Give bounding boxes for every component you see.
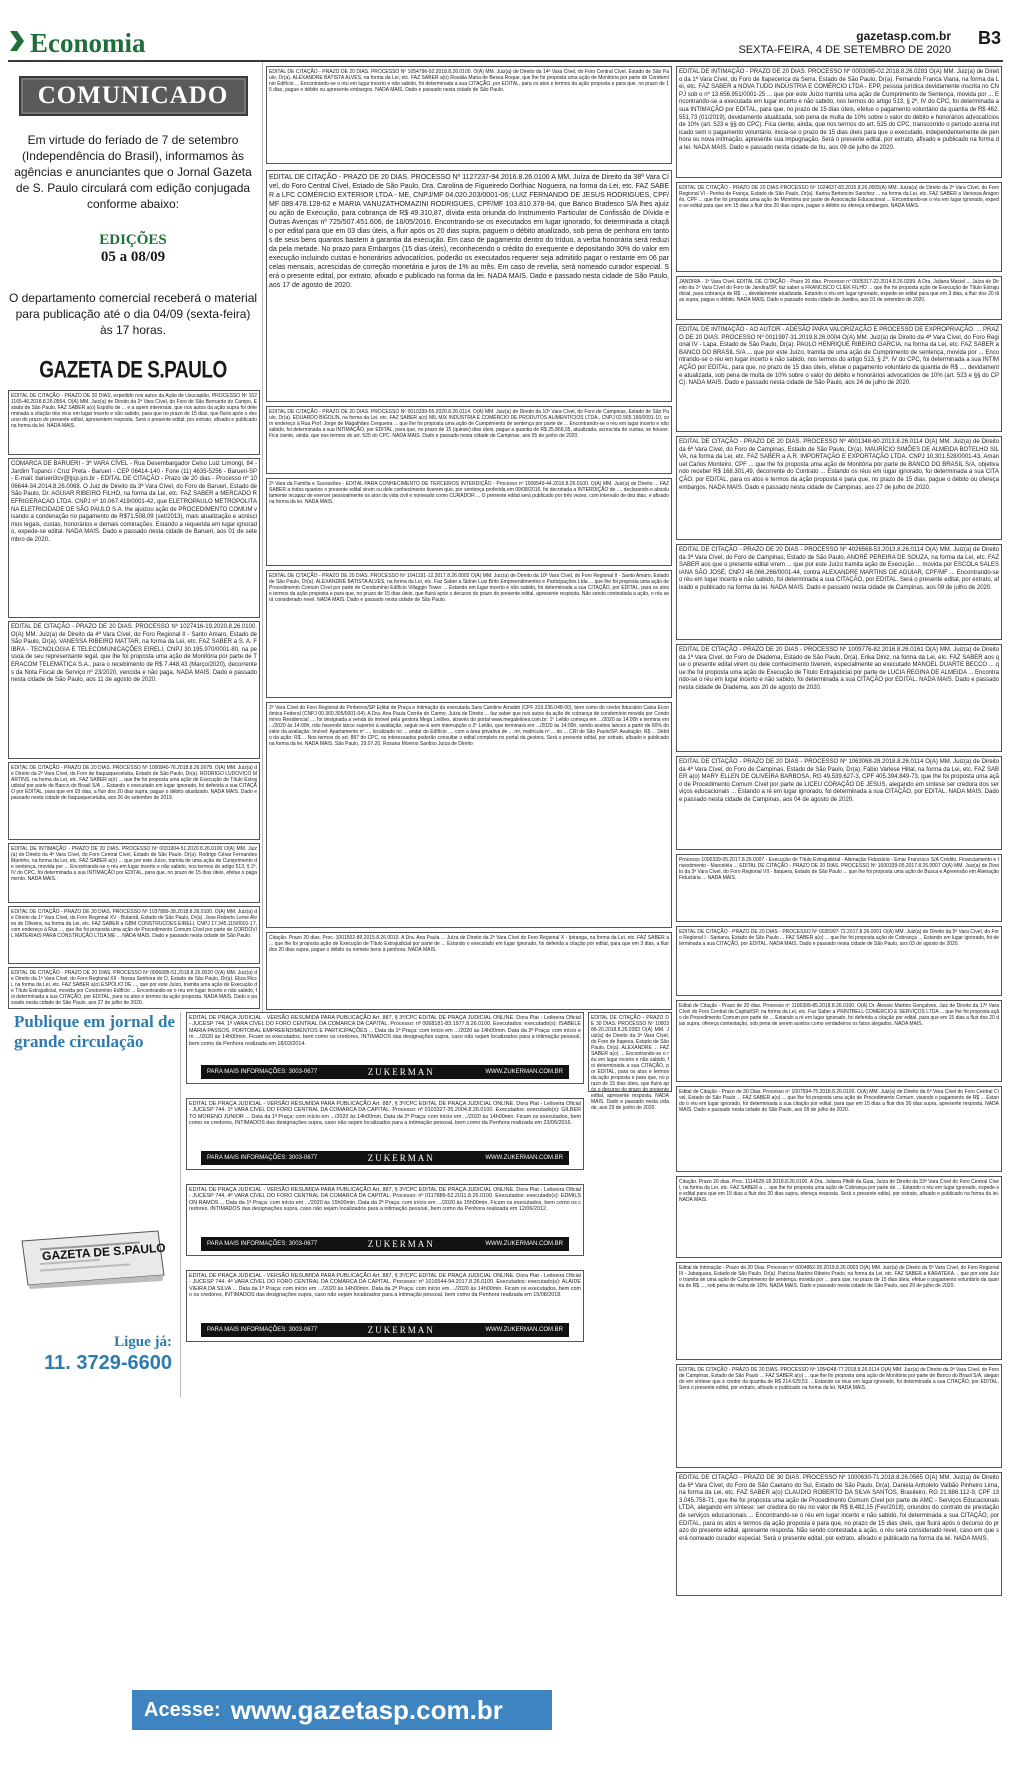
- notice-text: EDITAL DE CITAÇÃO - PRAZO DE 20 DIAS. PROCESSO Nº 4001348-60.2013.8.26.0114 O(A) MM. Juiz(a) de Direito da 6ª Vara Cível, do Foro de Campinas, Estado de São Paulo, Dr(a). MAURÍCIO SIMÕES DE ALMEIDA BOTELHO SILVA, na forma da Lei, etc. FAZ SABER a A.R. IMPORTAÇÃO E EXPORTAÇÃO LTDA. CNPJ 10.301.528/0001-43, Amanuel Carlos Monteiro, CPF ... que lhe foi proposta uma ação de Monitória por parte de BANCO DO BRASIL S/A, objetivando receber R$ 168.301,49, decorrente do Contrato ... Estando os réus em lugar ignorado, foi determinada a sua CITAÇÃO, por EDITAL, para os atos e termos da ação proposta e para que, no prazo de 15 dias, pague o débito ou ofereça embargos. NADA MAIS. Dado e passado nesta cidade de Campinas, aos 27 de julho de 2020.: [679, 439, 999, 491]
- notice-text: EDITAL DE CITAÇÃO - PRAZO DE 20 DIAS - PROCESSO Nº 4026568-53.2013.8.26.0114 O(A) MM. Juiz(a) de Direito da 3ª Vara Cível, do Foro de Campinas, Estado de São Paulo, ANDRÉ PEREIRA DE SOUZA, na forma da Lei, etc. FAZ SABER aos que o presente edital virem ... que por este Juízo tramita ação de Execução ... movida por ESCOLA SALESIANA SÃO JOSÉ, CNPJ 46.066.266/0001-44, contra ALEXANDRE MARTINS DE AGUIAR, CPF/MF ... Encontrando-se o réu em lugar incerto e não sabido, foi determinada a sua CITAÇÃO, por EDITAL. Será o presente edital, por extrato, afixado e publicado na forma da lei. NADA MAIS. Dado e passado nesta cidade de Campinas, aos 09 de julho de 2020.: [679, 547, 999, 591]
- column-divider: [180, 1012, 181, 1397]
- issue-date: SEXTA-FEIRA, 4 DE SETEMBRO DE 2020: [738, 44, 951, 56]
- legal-notice: [676, 756, 1002, 850]
- auction-phone: PARA MAIS INFORMAÇÕES: 3003-0677: [207, 1241, 318, 1247]
- site-url: gazetasp.com.br: [856, 29, 951, 43]
- notice-text: EDITAL DE CITAÇÃO - PRAZO DE 20 DIAS - PROCESSO Nº 1009776-82.2016.8.26.0161 O(A) MM. Juiz(a) de Direito da 1ª Vara Cível, do Foro de Diadema, Estado de São Paulo, Dr(a). Erika Diniz, na forma da Lei, etc. FAZ SABER aos que o presente edital virem ou dele conhecimento tiverem, especialmente ao executado MANOEL DUARTE BECCO ... que lhe foi proposta uma ação de Execução de Título Extrajudicial por parte de LUCIA REGINA DE ALMEIDA ... Encontrando-se o réu em lugar incerto e não sabido, foi determinada a sua CITAÇÃO por EDITAL. NADA MAIS. Dado e passado nesta cidade de Diadema, aos 20 de agosto de 2020.: [679, 647, 999, 691]
- auction-phone: PARA MAIS INFORMAÇÕES: 3003-0677: [207, 1069, 318, 1075]
- legal-notice: [8, 621, 260, 759]
- auction-notice: [186, 1098, 584, 1170]
- legal-notice: [266, 170, 672, 402]
- notice-text: EDITAL DE PRAÇA JUDICIAL - VERSÃO RESUMIDA PARA PUBLICAÇÃO Art. 887, § 3º/CPC EDITAL DE PRAÇA JUDICIAL ONLINE. Dora Plat - Leiloeira Oficial - JUCESP 744. 1ª VARA CÍVEL DO FORO CENTRAL DA COMARCA DA CAPITAL. Processo: nº 0068181-83.1977.8.26.0100. Executados: executado(s): ISABELE MARIA PASSOS, PORTOBAL EMPREENDIMENTOS E PARTICIPAÇÕES ... Data da 1ª Praça: com início em .../2020 às 14h00min. Data da 2ª Praça: com início em .../2020 às 14h00min. Ficam os executados, bem como os credores, INTIMADOS das designações supra, caso não sejam localizados para a intimação pessoal, bem como da Penhora realizada em 18/03/2014.: [189, 1015, 581, 1047]
- legal-notice: [266, 66, 672, 164]
- legal-notice: [266, 932, 672, 1010]
- auction-footer: [201, 1065, 569, 1079]
- legal-notice: [266, 478, 672, 566]
- legal-notice: [266, 570, 672, 698]
- header-divider: [8, 60, 1003, 62]
- notice-text: EDITAL DE PRAÇA JUDICIAL - VERSÃO RESUMIDA PARA PUBLICAÇÃO Art. 887, § 3º/CPC EDITAL DE PRAÇA JUDICIAL ONLINE. Dora Plat - Leiloeira Oficial - JUCESP 744. 1ª VARA CÍVEL DO FORO CENTRAL DA COMARCA DA CAPITAL. Processo: nº 0103327-35.2004.8.26.0100. Executados: executado(s): GILBERTO MORENO JUNIOR ... Data da 1ª Praça: com início em .../2020 às 14h00min. Data da 2ª Praça: com início em .../2020 às 14h00min. Ficam os executados, bem como os credores, INTIMADOS das designações supra, caso não sejam localizados para a intimação pessoal, bem como da Penhora realizada em 23/06/2016.: [189, 1101, 581, 1127]
- notice-text: EDITAL DE CITAÇÃO - PRAZO DE 30 DIAS. PROCESSO Nº 1000630-71.2018.8.26.0565 O(A) MM. Juiz(a) de Direito da 6ª Vara Cível, do Foro de São Caetano do Sul, Estado de São Paulo, Dr(a). Daniela Anholeto Valbão Pinheiro Lima, na forma da Lei, etc. FAZ SABER a(o) CLAUDIO ROBERTO DA SILVA SANTOS, Brasileiro, RG 21.886.112-9, CPF 133.045.758-71, que lhe foi proposta uma ação de Procedimento Comum Cível por parte de AMC - Serviços Educacionais LTDA, alegando em síntese: ser credora do réu no valor de R$ 8.482,15 (Fev/2018), oriundos do contrato de prestação de serviços educacionais ... Encontrando-se o réu em lugar incerto e não sabido, foi determinada a sua CITAÇÃO, por EDITAL, para os atos e termos da ação proposta e para que, no prazo de 15 dias úteis, que fluirá após o decurso do prazo do presente edital, apresente resposta. Não sendo contestada a ação, o réu será considerado revel, caso em que será nomeado curador especial. Será o presente edital, por extrato, afixado e publicado na forma da lei. NADA MAIS.: [679, 1475, 999, 1542]
- notice-text: EDITAL DE CITAÇÃO - PRAZO DE 30 DIAS, expedido nos autos da Ação de Usucapião, PROCESSO Nº 1021165-46.2018.8.26.0564. O(A) MM. Juiz(a) de Direito da 2ª Vara Cível, do Foro de São Bernardo do Campo, Estado de São Paulo, FAZ SABER a(o) Espólio de ... e a quem interessar, que nos autos da ação supra foi determinada a citação dos réus em lugar incerto e não sabido, para que no prazo de 15 dias, que fluirá após o decurso do prazo do presente edital, apresentem resposta. Será o presente edital, por extrato, afixado e publicado na forma da lei. NADA MAIS.: [11, 393, 257, 429]
- notice-text: EDITAL DE INTIMAÇÃO - PRAZO DE 20 DIAS. PROCESSO Nº 0031904-51.2020.8.26.0100 O(A) MM. Juiz(a) de Direito da 4ª Vara Cível, do Foro Central Cível, Estado de São Paulo, Dr(a). Rodrigo César Fernandes Marinho, na forma da Lei, etc. FAZ SABER a(o) ... que por este Juízo, tramita de uma ação de Cumprimento de sentença, movida por ... Encontrando-se o réu em lugar incerto e não sabido, nos termos do artigo 513, § 2º, IV do CPC, foi determinada a sua INTIMAÇÃO por EDITAL, para que, no prazo de 15 dias úteis, efetue o pagamento. NADA MAIS.: [11, 846, 257, 882]
- notice-text: Edital de Intimação - Prazo de 20 Dias. Processo nº 0004882-28.2019.8.26.0003 O(A) MM. Juiz(a) de Direito da 5ª Vara Cível, do Foro Regional III - Jabaquara, Estado de São Paulo, Dr(a). Patrícia Martins Ribeiro Prado, na forma da Lei, etc. FAZ SABER a KARATEKA ... que por este Juízo tramita de uma ação de Cumprimento de sentença, movida por ... para que, no prazo de 15 dias úteis, efetue o pagamento voluntário da quantia de R$ ..., sob pena de multa de 10%. NADA MAIS. Dado e passado nesta cidade de São Paulo, aos 29 de julho de 2020.: [679, 1265, 999, 1289]
- notice-text: EDITAL DE CITAÇÃO - PRAZO DE 20 DIAS. PROCESSO Nº 1000840-76.2018.8.26.0078. O(A) MM. Juiz(a) de Direito da 2ª Vara Cível, do Foro de Itaquaquecetuba, Estado de São Paulo, Dr(a). RODRIGO LUDOVICO MARTINS, na forma da Lei, etc. FAZ SABER a(o) ... que lhe foi proposta uma ação de Execução de Título Extrajudicial por parte de Banco do Brasil S/A ... Estando o executado em lugar ignorado, foi deferida a sua CITAÇÃO por EDITAL, para que em 03 dias, a fluir dos 20 dias supra, pague o débito atualizado. NADA MAIS. Dado e passado nesta cidade de Itaquaquecetuba, aos 26 de setembro de 2019.: [11, 765, 257, 801]
- notice-text: EDITAL DE CITAÇÃO - PRAZO DE 20 DIAS PROCESSO Nº 1024637-83.2015.8.26.0005(A) MM. Juíza(a) de Direito da 2ª Vara Cível, do Foro Regional VI - Penha de França, Estado de São Paulo, Dr(a). Karina Bertoncini Sanchez ... na forma da Lei, etc. FAZ SABER a Vanessa Aragonês, CPF ... que lhe foi proposta uma ação de Monitória por parte de Associação Educacional ... Encontrando-se o réu em lugar ignorado, expede-se edital para que em 15 dias a fluir dos 20 dias supra, pague o débito ou ofereça embargos. NADA MAIS.: [679, 185, 999, 209]
- legal-notice: [676, 1000, 1002, 1082]
- banner-url-link[interactable]: www.gazetasp.com.br: [230, 1694, 503, 1725]
- notice-text: 2ª Vara Cível do Foro Regional de Pinheiros/SP Edital de Praça e Intimação da executada Sara Caroline Arnaldo (CPF 319.236.048-00), bem como do credor fiduciário Caixa Econômica Federal (CNPJ 00.360.305/0001-04). A Dra. Ana Paula Corrêa do Carmo, Juíza de Direito ... faz saber que nos autos da ação de cobrança de condomínio movida por Condomínio Residencial ..., foi designada a venda do imóvel pela gestora Mega Leilões, através do portal www.megaleiloes.com.br: 1º Leilão começa em .../2020 às 14:00h e termina em .../2020 às 14:00h, não havendo lance superior à avaliação, seguir-se-á sem interrupção o 2º Leilão, que terminará em .../2020 às 14:00h, sendo aceitos lances a partir de 60% do valor da avaliação. Imóvel: Apartamento nº ..., localizado no ... andar do Edifício ..., com a área privativa de ... m², matrícula nº ... do ... CRI de São Paulo/SP. Avaliação: R$ ... Débito da ação: R$ ... Nos termos do art. 887 do CPC, os interessados poderão consultar o edital completo no portal da gestora. Será o presente edital, por extrato, afixado e publicado na forma da lei. NADA MAIS. São Paulo, 29.07.20. Rosana Moreno Santiso Juíza de Direito: [269, 705, 669, 747]
- auction-footer: [201, 1151, 569, 1165]
- notice-text: EDITAL DE INTIMAÇÃO - PRAZO DE 20 DIAS. PROCESSO Nº 0003085-02.2018.8.26.0283 O(A) MM. Juiz(a) de Direito da 1ª Vara Cível, do Foro de Itapecerica da Serra, Estado de São Paulo, Dr(a). Fernando Franca Viana, na forma da Lei, etc. FAZ SABER a NOVA TUDO INDÚSTRIA E COMÉRCIO LTDA - EPP, pessoa jurídica devidamente inscrita no CNPJ sob o nº 13.656.951/0001-25 ... que por este Juízo tramita uma ação de Cumprimento de Sentença, movida por ... Encontrando-se a executada em lugar incerto e não sabido, nos termos do artigo 513, § 2º, IV do CPC, foi determinada a sua INTIMAÇÃO por EDITAL, para que, no prazo de 15 dias úteis, efetue o pagamento voluntário da quantia de R$ 462.551,73 (01/2019), devidamente atualizada, sob pena de multa de 10% sobre o valor do débito e honorários advocatícios de 10% (art. 523 e §§ do CPC). Fica ciente, ainda, que nos termos do art. 525 do CPC, transcorrido o período acima indicado sem o pagamento voluntário, inicia-se o prazo de 15 dias úteis para que o executado, independentemente de penhora ou nova intimação, apresente sua impugnação. Será o presente edital, por extrato, afixado e publicado na forma da lei. NADA MAIS. Dado e passado nesta cidade de Itu, aos 09 de julho de 2020.: [679, 69, 999, 151]
- notice-text: 2ª Vara da Família e Sucessões - EDITAL PARA CONHECIMENTO DE TERCEIROS INTERDIÇÃO - Processo nº 1006549-44.2016.8.26.0100. O(A) MM. Juiz(a) de Direito ... FAZ SABER a todos quantos o presente edital virem ou dele conhecimento tiverem que, por sentença proferida em 09/08/2016, foi decretada a INTERDIÇÃO de ..., declarando-o absolutamente incapaz de exercer pessoalmente os atos da vida civil e nomeado como CURADOR ... O presente edital será publicado por três vezes, com intervalo de dez dias, e afixado na forma da lei. NADA MAIS.: [269, 481, 669, 505]
- auction-notice: [186, 1012, 584, 1084]
- notice-text: COMARCA DE BARUERI - 3ª VARA CÍVEL - Rua Desembargador Celso Luiz Limongi, 84 - Jardim Tupanci / Cruz Preta - Barueri - CEP 06414-140 - Fone (11) 4635-5256 - Barueri-SP - E-mail: barueri3cv@tjsp.jus.br - EDITAL DE CITAÇÃO - Prazo de 20 dias - Processo nº 1006644-34.2014.8.26.0068. O Juiz de Direito da 3ª Vara Cível, do Foro de Barueri, Estado de São Paulo, Dr. AGUIAR RIBEIRO FILHO, na forma da Lei, etc. FAZ SABER a MERCADO REFRIGERACAO LTDA. CNPJ nº 10.067.419/0001-42, que ELETROPAULO METROPOLITANA ELETRICIDADE DE SÃO PAULO S.A. lhe ajuizou ação de PROCEDIMENTO COMUM visando a condenação no pagamento de R$71.508,09 (set/2013), mais atualização e acréscimos legais, custas, honorários e demais cominações. Estando a requerida em lugar ignorado, expede-se edital. NADA MAIS. Dado e passado nesta cidade de Barueri, aos 01 de setembro de 2020.: [11, 461, 257, 543]
- notice-text: EDITAL DE CITAÇÃO - PRAZO DE 30 DIAS. PROCESSO Nº 1000386-20.2018.8.26.0283 O(A) MM. Juiz(a) de Direito da 3ª Vara Cível, do Foro de Itapeva, Estado de São Paulo, Dr(a). ALEXANDRE ... FAZ SABER a(o) ... Encontrando-se o réu em lugar incerto e não sabido, foi determinada a sua CITAÇÃO, por EDITAL, para os atos e termos da ação proposta e para que, no prazo de 15 dias úteis, que fluirá após o decurso do prazo do presente edital, apresente resposta. NADA MAIS. Dado e passado nesta cidade, aos 29 de junho de 2020.: [591, 1015, 669, 1111]
- notice-text: EDITAL DE PRAÇA JUDICIAL - VERSÃO RESUMIDA PARA PUBLICAÇÃO Art. 887, § 3º/CPC EDITAL DE PRAÇA JUDICIAL ONLINE. Dora Plat - Leiloeira Oficial - JUCESP 744. 4ª VARA CÍVEL DO FORO CENTRAL DA COMARCA DA CAPITAL. Processo: nº 0117886-52.2011.8.26.0100. Executados: executado(s): EDMILSON RAMOS ... Data da 1ª Praça: com início em .../2020 às 15h00min. Data da 2ª Praça: com início em .../2020 às 15h00min. Ficam os executados, bem como os credores, INTIMADOS das designações supra, caso não sejam localizados para a intimação pessoal, bem como da Penhora realizada em 12/06/2012.: [189, 1187, 581, 1213]
- section-title: Economia: [30, 28, 146, 58]
- notice-text: EDITAL DE CITAÇÃO - PRAZO DE 20 DIAS. PROCESSO Nº 1054248-77.2018.8.26.0114 O(A) MM. Juiz(a) de Direito da 9ª Vara Cível, do Foro de Campinas, Estado de São Paulo ... FAZ SABER a(o) ... que lhe foi proposta uma ação de Monitória por parte de Banco do Brasil S/A, alegando em síntese que é credor da quantia de R$ 214.629,53 ... Estando os réus em lugar ignorado, foi determinada a sua CITAÇÃO, por EDITAL. Será o presente edital, por extrato, afixado e publicado na forma da lei. NADA MAIS.: [679, 1367, 999, 1391]
- legal-notice: [8, 906, 260, 964]
- zukerman-logo: ZUKERMAN: [367, 1239, 435, 1249]
- legal-notice: [8, 843, 260, 903]
- zukerman-logo: ZUKERMAN: [367, 1067, 435, 1077]
- notice-text: EDITAL DE CITAÇÃO - PRAZO DE 30 DIAS. PROCESSO Nº 1037889-38.2018.8.26.0100. O(A) MM. Juiz(a) de Direito da 1ª Vara Cível, do Foro Regional XV - Butantã, Estado de São Paulo, Dr(a). Jose Roberto Leme Alves de Oliveira, na forma da Lei, etc. FAZ SABER a GBM CONSTRUCOES EIRELI, CNPJ 17.345.115/0001-17, com endereço à Rua ..., que lhe foi proposta uma ação de Procedimento Comum Cível por parte de CORDOVIL MATERIAIS PARA CONSTRUÇÃO LTDA ME ... NADA MAIS. Dado e passado nesta cidade de São Paulo.: [11, 909, 257, 939]
- publique-ad: [8, 1012, 178, 1397]
- notice-text: Citação. Prazo 20 dias. Proc. 1001502-89.2015.8.26.0010. A Dra. Ana Paula ... Juíza de Direito da 2ª Vara Cível do Foro Regional X - Ipiranga, na forma da Lei, etc. FAZ SABER a ... que lhe foi proposta ação de Execução de Título Extrajudicial por parte de ... Estando o executado em lugar ignorado, foi deferida a citação por edital, para que em 3 dias, a fluir dos 20 dias supra, pague o débito ou nomeie bens à penhora. NADA MAIS.: [269, 935, 669, 953]
- notice-text: Processo 1000339-05.2017.8.26.0007 - Execução de Título Extrajudicial - Alienação Fiduciária - Emar Francisco S/A Crédito, Financiamento e Investimento - Marceléia ... EDITAL DE CITAÇÃO - PRAZO DE 20 DIAS. PROCESSO Nº 1000339-05.2017.8.26.0007 O(A) MM. Juiz(a) de Direito da 3ª Vara Cível, do Foro Regional VII - Itaquera, Estado de São Paulo ... que lhe foi proposta uma ação de Busca e Apreensão em Alienação Fiduciária ... NADA MAIS.: [679, 857, 1000, 881]
- editions-title: EDIÇÕES: [99, 232, 167, 248]
- notice-text: EDITAL DE CITAÇÃO - PRAZO DE 20 DIAS. PROCESSO Nº 1041191-12.2017.8.26.0002 O(A) MM. Juiz(a) de Direito da 10ª Vara Cível, do Foro Regional II - Santo Amaro, Estado de São Paulo, Dr(a). ALEXANDRE BATISTA ALVES, na forma da Lei, etc. Faz Saber a Sidnei Luiz Brito Empreendimentos e Participações Ltda ... que lhe foi proposta uma ação de Procedimento Comum Cível por parte de Condomínio Edifício Villaggio Tower ... Estando em lugar incerto e não sabido, foi determinada a sua CITAÇÃO, por EDITAL, para os atos e termos da ação proposta e para que, no prazo de 15 dias úteis, que fluirá após o decurso do prazo do presente edital, apresente resposta. Não sendo contestada a ação, o réu será considerado revel. NADA MAIS. Dado e passado nesta cidade de São Paulo.: [269, 573, 669, 603]
- auction-url: WWW.ZUKERMAN.COM.BR: [485, 1327, 563, 1333]
- legal-notice: [676, 644, 1002, 752]
- comunicado-box: [8, 66, 258, 391]
- page-number: B3: [977, 28, 1001, 48]
- auction-footer: [201, 1237, 569, 1251]
- legal-notice: [676, 276, 1002, 320]
- editions-dates: 05 a 08/09: [100, 249, 166, 265]
- zukerman-logo: ZUKERMAN: [367, 1325, 435, 1335]
- notice-text: EDITAL DE CITAÇÃO - PRAZO DE 20 DIAS. PROCESSO Nº 0010339-55.2020.8.26.0114. O(A) MM. Juiz(a) de Direito da 10ª Vara Cível, do Foro de Campinas, Estado de São Paulo, Dr(a). EDUARDO BIGOLIN, na forma da Lei, etc. FAZ SABER a(o) MIL MIX INDÚSTRIA E COMÉRCIO DE PRODUTOS ALIMENTÍCIOS LTDA., CNPJ 02.565.166/0001-10, com endereço à Rua Prof. Jorge de Magalhães Cerqueira ... que lhe foi proposta uma ação de Cumprimento de sentença por parte de ... Encontrando-se o réu em lugar incerto e não sabido, foi determinada a sua INTIMAÇÃO, por EDITAL, para que, no prazo de 15 (quinze) dias úteis, pague a quantia de R$ 25.866,05, atualizada, acrescida de custas, se houver. Fica ciente, ainda, que nos termos do art. 525 do CPC. NADA MAIS. Dado e passado nesta cidade de Campinas, aos 05 de junho de 2020.: [269, 409, 669, 439]
- banner-label: Acesse:: [144, 1698, 221, 1721]
- legal-notice: [676, 544, 1002, 640]
- phone-number[interactable]: 11. 3729-6600: [44, 1352, 172, 1374]
- comunicado-deadline: O departamento comercial receberá o material para publicação até o dia 04/09 (sexta-feira) às 17 horas.: [8, 291, 258, 337]
- legal-notice: [8, 458, 260, 618]
- auction-footer: [201, 1323, 569, 1337]
- notice-text: Edital de Citação - Prazo de 30 Dias. Processo nº 1007594-75.2018.8.26.0100. O(A) MM. Juiz(a) de Direito da 6ª Vara Cível do Foro Central Cível, Estado de São Paulo ... FAZ SABER a(o) ... que lhe foi proposta uma ação de Procedimento Comum, visando o pagamento de R$ ... Estando o réu em lugar ignorado, foi determinada a sua citação por edital, para que em 15 dias a fluir dos 30 dias supra, apresente resposta. NADA MAIS. Dado e passado nesta cidade de São Paulo, aos 09 de julho de 2020.: [679, 1089, 999, 1113]
- legal-notice: [676, 182, 1002, 272]
- section-chevron-icon: [8, 31, 24, 51]
- auction-url: WWW.ZUKERMAN.COM.BR: [485, 1069, 563, 1075]
- notice-text: EDITAL DE CITAÇÃO - PRAZO DE 20 DIAS - PROCESSO Nº 1063068-28.2018.8.26.0114 O(A) MM. Juiz(a) de Direito da 4ª Vara Cível, do Foro de Campinas, Estado de São Paulo, Dr(a). Fábio Varlese Hillal, na forma da Lei, etc. FAZ SABER a(o) MARY ELLEN DE OLIVEIRA BARBOSA, RG 49.539.627-3, CPF 405.394.849-73, que lhe foi proposta uma ação de Procedimento Comum Cível por parte de LICEU CORAÇÃO DE JESUS, alegando em síntese ser credora dos serviços educacionais ... Estando a ré em lugar ignorado, foi determinada a sua CITAÇÃO, por EDITAL. NADA MAIS. Dado e passado nesta cidade de Campinas, aos 04 de agosto de 2020.: [679, 759, 999, 803]
- notice-text: JANDIRA - 1ª Vara Cível. EDITAL DE CITAÇÃO - Prazo 20 dias. Processo nº 0005317-22.2014.8.26.0299. A Dra. Juliana Maciel ... Juíza de Direito da 1ª Vara Cível do Foro de Jandira/SP, faz saber a FRANCISCO CLIEK FILHO ... que lhe foi proposta ação de Execução de Título Extrajudicial, para cobrança de R$ ..., devidamente atualizada. Estando o réu em lugar ignorado, expede-se edital para que em 3 dias, a fluir dos 20 dias supra, pague o débito. NADA MAIS. Dado e passado nesta cidade de Jandira, aos 01 de setembro de 2020.: [679, 279, 999, 303]
- paper-logo: GAZETA DE S.PAULO: [41, 1240, 167, 1264]
- legal-notice: [676, 324, 1002, 432]
- site-banner[interactable]: [132, 1690, 552, 1730]
- comunicado-body: Em virtude do feriado de 7 de setembro (Independência do Brasil), informamos às agências e anunciantes que o Jornal Gazeta de S. Paulo circulará com edição conjugada conforme abaixo:: [14, 133, 252, 211]
- legal-notice: [676, 66, 1002, 178]
- gazeta-logo: GAZETA DE S.PAULO: [39, 357, 227, 384]
- legal-notice: [588, 1012, 672, 1111]
- auction-url: WWW.ZUKERMAN.COM.BR: [485, 1155, 563, 1161]
- legal-notice: [266, 406, 672, 474]
- zukerman-logo: ZUKERMAN: [367, 1153, 435, 1163]
- auction-notice: [186, 1184, 584, 1256]
- call-label: Ligue já:: [114, 1334, 172, 1350]
- notice-text: EDITAL DE PRAÇA JUDICIAL - VERSÃO RESUMIDA PARA PUBLICAÇÃO Art. 887, § 3º/CPC EDITAL DE PRAÇA JUDICIAL ONLINE. Dora Plat - Leiloeira Oficial - JUCESP 744. 4ª VARA CÍVEL DO FORO CENTRAL DA COMARCA DA CAPITAL. Processo: nº 1016544-94.2017.8.26.0100. Executados: executado(s): ALAIDE VIEIRA DA SILVA ... Data da 1ª Praça: com início em .../2020 às 14h00min. Data da 2ª Praça: com início em .../2020 às 14h00min. Ficam os executados, bem como os credores, INTIMADOS das designações supra, caso não sejam localizados para a intimação pessoal, bem como da Penhora realizada em 15/08/2018.: [189, 1273, 581, 1299]
- auction-url: WWW.ZUKERMAN.COM.BR: [485, 1241, 563, 1247]
- notice-text: EDITAL DE CITAÇÃO - PRAZO DE 20 DIAS - PROCESSO Nº 0035997-72.2017.8.26.0001 O(A) MM. Juiz(a) de Direito da 5ª Vara Cível, do Foro Regional I - Santana, Estado de São Paulo ... FAZ SABER a(o) ... que lhe foi proposta ação de Cobrança ... Estando em lugar ignorado, foi determinada a sua CITAÇÃO, por EDITAL. NADA MAIS. Dado e passado nesta cidade de São Paulo, aos 03 de agosto de 2020.: [679, 929, 999, 947]
- legal-notice: [266, 702, 672, 928]
- column-divider: [262, 62, 263, 1012]
- legal-notice: [676, 1086, 1002, 1172]
- legal-notice: [8, 762, 260, 840]
- legal-notice: [676, 926, 1002, 996]
- notice-text: Edital de Citação - Prazo de 20 dias. Processo nº 1100399-85.2018.8.26.0100. O(A) Dr. Alessio Martins Gonçalves, Juiz de Direito da 17ª Vara Cível do Foro Central da Capital/SP, na forma da Lei, etc. Faz Saber a PRINTBELL COMÉRCIO E SERVIÇOS LTDA ... que lhe foi proposta ação de Procedimento Comum por parte de ... Estando a ré em lugar ignorado, foi deferida a citação por edital, para que em 15 dias a fluir dos 20 dias supra, ofereça contestação, sob pena de serem aceitos como verdadeiros os fatos alegados. NADA MAIS.: [679, 1003, 999, 1027]
- legal-notice: [676, 1262, 1002, 1360]
- legal-notice: [676, 854, 1002, 922]
- notice-text: EDITAL DE CITAÇÃO - PRAZO DE 20 DIAS. PROCESSO Nº 1127237-94.2016.8.26.0100 A MM. Juíza de Direito da 38ª Vara Cível, do Foro Central Cível, Estado de São Paulo, Dra. Carolina de Figueiredo Dorlhiac Nogueira, na forma da Lei, etc. FAZ SABER a LFC COMÉRCIO EXTERIOR LTDA - ME, CNPJ/MF 04.020.203/0001-06; LUIZ FERNANDO DE JESUS RODRIGUES, CPF/MF 089.478.128-62 e MARIA VANUZATHOMAZINI RODRIGUES, CPF/MF 103.810.378-94, que Banco Bradesco S/A lhes ajuizou ação de Execução, para cobrança de R$ 49.310,87, dívida esta oriunda do Instrumento Particular de Confissão de Dívida e Outras Avenças nº 725/507.451.606, de 18/05/2016. Encontrando-se os executados em lugar ignorado, foi determinada a citação por edital para que em 03 dias úteis, a fluir após os 20 dias supra, paguem o débito atualizado, sob pena de penhora em tantos de seus bens quantos bastem à garantia da execução. Em caso de pagamento dentro do tríduo, a verba honorária será reduzida pela metade. No prazo para Embargos (15 dias úteis), reconhecendo o crédito do exequente e depositando 30% do valor em execução incluindo custas e honorários advocatícios, poderão os executados requerer seja admitido pagar o restante em 06 parcelas mensais, acrescidas de correção monetária e juros de 1% ao mês. Em caso de revelia, será nomeado curador especial. Será o presente edital, por extrato, afixado e publicado na forma da lei. NADA MAIS. Dado e passado nesta cidade de São Paulo, aos 17 de agosto de 2020.: [269, 174, 669, 289]
- auction-phone: PARA MAIS INFORMAÇÕES: 3003-0677: [207, 1327, 318, 1333]
- newspaper-icon: [18, 1227, 168, 1289]
- notice-text: Citação. Prazo 20 dias. Proc. 1114628-18.2018.8.26.0100. A Dra. Juliana Pitelli da Guia, Juíza de Direito da 33ª Vara Cível do Foro Central Cível, na forma da Lei, etc. FAZ SABER a ... que lhe foi proposta uma ação de Cobrança por parte de ... Estando o réu em lugar ignorado, expede-se edital para que em 15 dias a fluir dos 20 dias supra, ofereça resposta. Será o presente edital, por extrato, afixado e publicado na forma da lei. NADA MAIS.: [679, 1179, 999, 1203]
- legal-notice: [676, 436, 1002, 540]
- comunicado-title: COMUNICADO: [19, 76, 248, 116]
- legal-notice: [676, 1364, 1002, 1468]
- auction-phone: PARA MAIS INFORMAÇÕES: 3003-0677: [207, 1155, 318, 1161]
- legal-notice: [8, 967, 260, 1009]
- notice-text: EDITAL DE CITAÇÃO - PRAZO DE 20 DIAS. PROCESSO Nº 1054796-92.2018.8.26.0100. O(A) MM. Juiz(a) de Direito da 14ª Vara Cível, do Foro Central Cível, Estado de São Paulo, Dr(a). ALEXANDRE BATISTA ALVES, na forma da Lei, etc. FAZ SABER a(o) Rosália Maria de Bessa Roque, que lhe foi proposta uma ação de Monitória por parte de Condomínio Edifício ... Encontrando-se o réu em lugar incerto e não sabido, foi determinada a sua CITAÇÃO, por EDITAL, para os atos e termos da ação proposta e para que, no prazo de 15 dias, pague o débito ou apresente embargos. NADA MAIS. Dado e passado nesta cidade de São Paulo.: [269, 69, 669, 93]
- notice-text: EDITAL DE INTIMAÇÃO - AO AUTOR - ADESÃO PARA VALORIZAÇÃO E PROCESSO DE EXPROPRIAÇÃO. ... PRAZO DE 20 DIAS. PROCESSO Nº 0011997-31.2019.8.26.0004 O(A) MM. Juiz(a) de Direito da 4ª Vara Cível, do Foro Regional IV - Lapa, Estado de São Paulo, Dr(a). PAULO HENRIQUE RIBEIRO GARCIA, na forma da Lei, etc. FAZ SABER a BANCO DO BRASIL S/A ... que por este Juízo, tramita de uma ação de Cumprimento de sentença, movida por ... Encontrando-se o réu em lugar incerto e não sabido, nos termos do artigo 513, § 2º, IV do CPC, foi determinada a sua INTIMAÇÃO por EDITAL, para que, no prazo de 15 dias úteis, efetue o pagamento voluntário da quantia de R$ ..., devidamente atualizada, sob pena de multa de 10% sobre o valor do débito e honorários advocatícios de 10% (art. 523 e §§ do CPC). NADA MAIS. Dado e passado nesta cidade de São Paulo, aos 24 de julho de 2020.: [679, 327, 999, 387]
- legal-notice: [676, 1176, 1002, 1258]
- notice-text: EDITAL DE CITAÇÃO - PRAZO DE 20 DIAS. PROCESSO Nº 1027416-19.2020.8.26.0100. O(A) MM. Juiz(a) de Direito da 4ª Vara Cível, do Foro Regional II - Santo Amaro, Estado de São Paulo, Dr(a). VANESSA RIBEIRO MATTAR, na forma da Lei, etc. FAZ SABER a S. A. FIBRA - TECNOLOGIA E TELECOMUNICAÇÕES EIRELI, CNPJ 30.195.970/0001-80, na pessoa de seu representante legal, que lhe foi proposta uma ação de Monitória por parte de TERACOM TELEMÁTICA S.A., para o recebimento de R$ 7.448,43 (Março/2020), decorrentes da Nota Fiscal de Serviço nº 23/2020, vencida e não paga. NADA MAIS. Dado e passado nesta cidade de São Paulo, aos 11 de agosto de 2020.: [11, 624, 257, 684]
- auction-notice: [186, 1270, 584, 1342]
- legal-notice: [8, 390, 260, 455]
- publique-title: Publique em jornal de grande circulação: [14, 1012, 176, 1051]
- legal-notice: [676, 1472, 1002, 1596]
- notice-text: EDITAL DE CITAÇÃO - PRAZO DE 20 DIAS. PROCESSO Nº 0006685-51.2018.8.26.0020 O(A) MM. Juiz(a) de Direito da 1ª Vara Cível, do Foro Regional XII - Nossa Senhora do Ó, Estado de São Paulo, Dr(a). Eliza Ricci, na forma da Lei, etc. FAZ SABER a(o) ESPÓLIO DE ..., que por este Juízo, tramita uma ação de Execução de Título Extrajudicial, movida por Condomínio Edifício ... Encontrando-se o réu em lugar incerto e não sabido, foi determinada a sua CITAÇÃO, por EDITAL, para os atos e termos da ação proposta. NADA MAIS. Dado e passado nesta cidade de São Paulo, aos 27 de julho de 2020.: [11, 970, 257, 1006]
